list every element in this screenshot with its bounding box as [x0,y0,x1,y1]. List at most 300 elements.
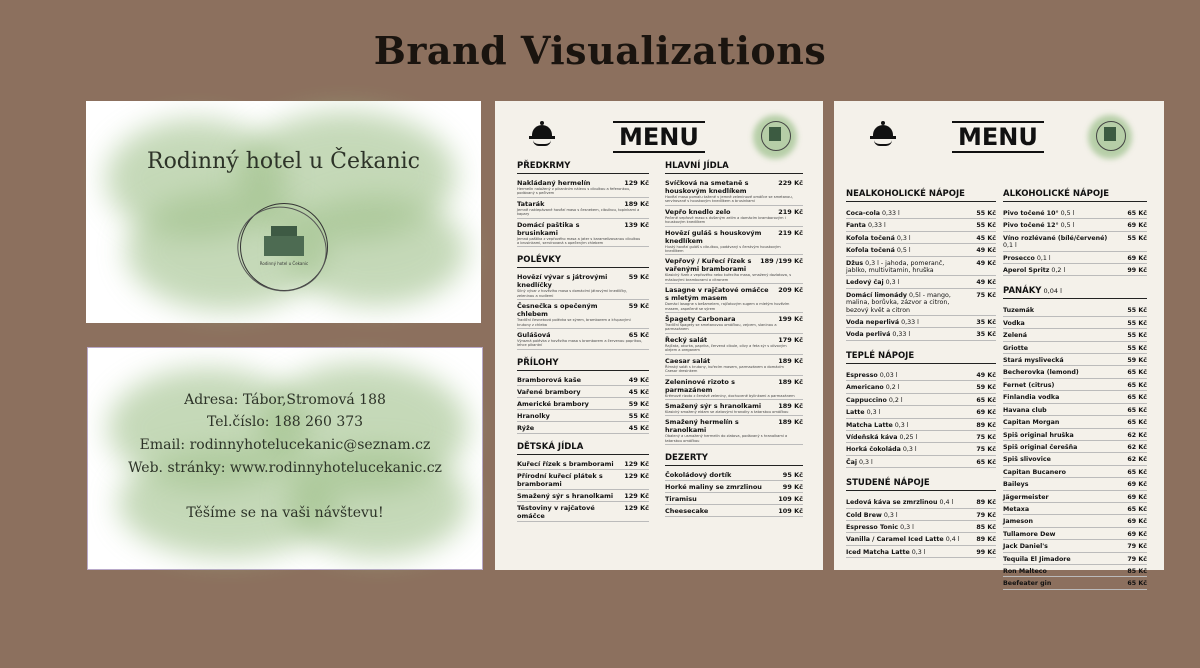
item-price: 189 /199 Kč [760,257,803,266]
drink-price: 55 Kč [1127,319,1147,327]
drinks-menu [834,101,1164,588]
item-name: Cheesecake [665,507,709,516]
drink-name [846,279,996,286]
item-name: Těstoviny v rajčatové omáčce [517,503,595,520]
drink-name-text: Kofola točená [846,234,895,242]
drink-item [846,434,996,443]
menu-item [665,257,803,284]
drink-qty: 0,3 l [881,511,898,519]
item-name: Caesar salát [665,356,711,365]
drink-price: 79 Kč [976,511,996,519]
drink-name-text: Čaj [846,458,858,466]
item-price: 179 Kč [778,335,803,344]
menu-item [517,302,649,329]
drink-item [1003,506,1147,515]
address-text: Adresa: Tábor,Stromová 188 [184,392,386,408]
drink-item [846,459,996,468]
drink-price: 62 Kč [1127,456,1147,464]
item-description: Tradiční česneková polévka se sýrem, bramborem a křupavými krutony z chleba [517,318,631,327]
item-description: Klasický smažený eidam se zlatavými hranolky a tatarskou omáčkou [665,409,789,414]
item-description: Klasický řízek z vepřového nebo kuřecího masa, smažený dozlatova, s máslovými bramborami a citronem [665,273,792,282]
drink-name [1003,543,1147,550]
drink-name [846,434,996,441]
drink-item [1003,307,1147,316]
drink-qty: 0,5 l [894,247,911,255]
drink-item [846,210,996,219]
item-name: Lasagne v rajčatové omáčce s mletým masem [665,286,769,303]
drink-price: 55 Kč [976,210,996,217]
item-description: Hustý hovězí guláš s cibulkou, podávaný s čerstvým houskovým knedlíkem [665,244,781,254]
drink-item [1003,556,1147,565]
drink-name [846,235,996,242]
item-price: 189 Kč [624,199,649,208]
drink-name [846,247,996,254]
menu-item [517,472,649,490]
drink-name [846,384,996,391]
item-name: Horké maliny se zmrzlinou [665,483,762,492]
drink-name [846,512,996,519]
drink-qty: 0,3 l [894,234,911,242]
food-menu-right-column [665,153,803,519]
drink-name-text: Voda neperlivá [846,319,900,327]
drink-item [1003,580,1147,589]
drink-item [1003,394,1147,403]
drink-name [1003,444,1147,451]
item-description: Jemná paštika z vepřového masa a jater s karamelizovanou cibulkou a brusinkami, servírovaná s opečeným chlebem [517,236,641,246]
item-price: 189 Kč [778,418,803,427]
item-price: 59 Kč [628,302,649,311]
drink-item [1003,222,1147,231]
drink-price: 69 Kč [1127,493,1147,501]
menu-header: MENU [613,121,705,153]
drink-qty: 0,33 l [865,222,886,230]
item-description: Pečené vepřové maso s dušeným zelím a domácím bramborovým i houskovým knedlíkem [665,215,786,225]
drink-item [846,524,996,533]
drink-name [846,459,996,466]
menu-item [665,402,803,416]
drink-price: 45 Kč [976,234,996,242]
drink-name [846,422,996,429]
website-text: Web. stránky: www.rodinnyhotelucekanic.cz [128,460,442,476]
drink-item [1003,255,1147,264]
drink-qty: 0,5l - mango, malina, borůvka, zázvor a citron, bezový květ a citron [846,291,951,314]
drink-name [1003,580,1147,587]
drink-name-text: Vídeňská káva [846,433,898,441]
section-title [1003,189,1147,202]
drink-price: 69 Kč [1127,254,1147,262]
drink-item [1003,568,1147,577]
drink-name-text: Griotte [1003,344,1029,352]
drink-qty: 0,2 l [886,396,903,404]
item-name: Smažený sýr s hranolkami [665,401,762,410]
drink-name [1003,407,1147,414]
drink-qty: 0,3 l [909,548,926,556]
drink-name-text: Iced Matcha Latte [846,548,910,556]
drink-name [846,446,996,453]
drink-name-text: Domácí limonády [846,291,907,299]
item-price: 229 Kč [778,179,803,187]
drink-price: 55 Kč [1127,307,1147,315]
drink-qty: 0,3 l [864,409,881,417]
drink-item [1003,407,1147,416]
drink-name [846,292,996,314]
drink-name-text: Ledová káva se zmrzlinou [846,499,938,507]
drink-name [1003,357,1147,364]
drink-item [1003,210,1147,219]
drink-item [1003,469,1147,478]
drink-name [846,409,996,416]
menu-item [517,460,649,470]
drink-price: 85 Kč [1127,567,1147,575]
hotel-logo [240,203,328,291]
drink-name [846,536,996,543]
drink-name-text: Latte [846,409,865,417]
item-name: Hovězí guláš s houskovým knedlíkem [665,228,762,245]
item-price: 209 Kč [778,286,803,295]
menu-item [665,495,803,505]
item-price: 129 Kč [624,459,649,468]
item-description: Domácí lasagne s bešamelem, rajčatovým sugem a mletým hovězím masem, zapečené se sýrem [665,302,790,311]
food-menu-left-column [517,153,649,524]
drink-price: 35 Kč [976,331,996,339]
menu-item [517,400,649,410]
item-price: 199 Kč [778,315,803,324]
drink-item [1003,456,1147,465]
menu-item [517,179,649,198]
drink-item [846,409,996,418]
drink-item [1003,444,1147,453]
drink-item [1003,494,1147,503]
drink-name-text: Espresso [846,371,878,379]
drink-name [1003,494,1147,501]
drink-name-text: Matcha Latte [846,421,893,429]
drink-name [1003,307,1147,314]
drink-name [846,319,996,326]
drink-item [1003,419,1147,428]
drink-name [1003,568,1147,575]
item-name: Řecký salát [665,335,708,344]
item-price: 129 Kč [624,471,649,480]
drink-item [846,260,996,277]
drink-name-text: Aperol Spritz [1003,267,1050,275]
drink-price: 79 Kč [1127,543,1147,551]
drink-qty: 0,3 l [900,446,917,454]
item-name: Americké brambory [517,399,589,408]
menu-item [665,336,803,355]
item-price: 65 Kč [628,331,649,340]
drink-price: 65 Kč [1127,369,1147,377]
drink-item [846,549,996,558]
item-name: Rýže [517,423,535,432]
item-name: Smažený hermelín s hranolkami [665,418,739,435]
drink-qty: 0,3 l [898,523,914,531]
menu-item [517,331,649,350]
section-title [1003,286,1147,299]
item-name: Hovězí vývar s játrovými knedlíčky [517,273,608,290]
item-name: Vepřový / Kuřecí řízek s vařenými bramborami [665,257,752,274]
item-name: Hranolky [517,411,550,420]
drink-name [1003,469,1147,476]
section-title [846,189,996,202]
item-price: 95 Kč [782,471,803,480]
drink-price: 65 Kč [1127,505,1147,513]
drink-name [1003,332,1147,339]
drink-price: 89 Kč [976,421,996,429]
drink-price: 59 Kč [976,384,996,392]
closing-text: Těšíme se na vaši návštevu! [186,505,384,521]
drink-name [846,260,996,275]
drink-name-text: Zelená [1003,332,1027,340]
drink-name-text: Havana club [1003,406,1047,414]
section-title: DEZERTY [665,453,803,466]
menu-item [665,179,803,206]
drink-price: 49 Kč [976,247,996,255]
item-description: Hovězí maso pomalu tažené v jemné zeleninové omáčce se smetanou, servírované s houskovým knedlíkem a brusinkami [665,195,793,204]
drink-item [846,446,996,455]
item-name: Vařené brambory [517,387,581,396]
item-name: Vepřo knedlo zelo [665,207,731,216]
drink-price: 65 Kč [1127,419,1147,427]
drink-price: 89 Kč [976,499,996,507]
drink-name-text: Ledový čaj [846,279,884,287]
drink-name-text: Ron Malteco [1003,567,1047,575]
item-price: 219 Kč [778,228,803,237]
drink-name-text: Americano [846,384,884,392]
drink-name-text: Spiš slivovice [1003,456,1051,464]
drink-name [1003,255,1147,262]
drink-name [1003,369,1147,376]
section-title: DĚTSKÁ JÍDLA [517,442,649,455]
drink-name [1003,531,1147,538]
item-price: 99 Kč [782,483,803,492]
section-title: PŘEDKRMY [517,161,649,174]
section-qty: 0,04 l [1041,287,1062,296]
drink-name [846,397,996,404]
logo-text: Rodinný hotel u Čekanic [259,261,309,266]
phone-text: Tel.číslo: 188 260 373 [206,414,364,430]
drink-name-text: Espresso Tonic [846,523,899,531]
drink-item [1003,345,1147,354]
drink-name [846,499,996,506]
drink-name [1003,235,1147,250]
item-price: 45 Kč [628,387,649,396]
drink-price: 65 Kč [1127,406,1147,414]
drink-name [1003,481,1147,488]
section-title-text: PANÁKY [1003,286,1042,297]
drink-name [1003,210,1147,217]
item-price: 129 Kč [624,503,649,512]
drink-qty: 0,4 l [943,536,960,544]
item-name: Česnečka s opečeným chlebem [517,302,598,319]
drink-name-text: Metaxa [1003,505,1030,513]
section-title-text: STUDENÉ NÁPOJE [846,478,930,489]
drink-price: 69 Kč [1127,530,1147,538]
section-title: POLÉVKY [517,255,649,268]
drink-name-text: Voda perlivá [846,331,891,339]
item-name: Svíčková na smetaně s houskovým knedlíkem [665,179,749,195]
drink-price: 65 Kč [1127,394,1147,402]
item-price: 139 Kč [624,220,649,229]
menu-item [517,221,649,248]
drink-price: 55 Kč [976,222,996,230]
drink-name [1003,556,1147,563]
drink-name [1003,419,1147,426]
drink-item [1003,369,1147,378]
menu-item [665,378,803,400]
item-price: 55 Kč [628,411,649,420]
drink-price: 69 Kč [976,409,996,417]
drink-item [846,235,996,244]
section-title-text: ALKOHOLICKÉ NÁPOJE [1003,189,1110,199]
drink-price: 65 Kč [1127,580,1147,588]
page-title: Brand Visualizations [373,28,827,73]
drink-qty: 0,3 l [857,458,873,466]
drink-name [1003,432,1147,439]
drink-name [846,372,996,379]
item-description: Výrazná polévka z hovězího masa s bramborem a červenou paprikou, lehce pikantní [517,339,643,348]
drink-qty: 0,33 l [880,210,900,217]
section-title [846,351,996,364]
drink-price: 65 Kč [976,396,996,404]
item-price: 45 Kč [628,423,649,432]
drink-price: 75 Kč [976,446,996,454]
drink-qty: 0,1 l [1034,254,1051,262]
drink-name-text: Finlandia vodka [1003,394,1060,402]
drink-price: 65 Kč [1127,381,1147,389]
drink-price: 65 Kč [1127,210,1147,217]
menu-item [665,357,803,376]
menu-item [665,286,803,313]
menu-item [517,412,649,422]
drink-name-text: Tequila El Jimadore [1003,555,1071,563]
drink-price: 62 Kč [1127,431,1147,439]
drink-name-text: Capitan Bucanero [1003,468,1066,476]
hotel-logo-icon [1088,115,1132,159]
drink-price: 55 Kč [1127,332,1147,340]
item-description: Rajčata, okurka, paprika, červená cibule, olivy a feta sýr s olivovým olejem a oreganem [665,343,787,353]
drinks-menu-left-column [846,179,996,561]
drink-item [846,384,996,393]
drink-name-text: Cappuccino [846,396,887,404]
drink-qty: 0,03 l [877,371,898,379]
drink-item [846,279,996,288]
drink-qty: 0,2 l [883,384,900,392]
item-price: 189 Kč [778,356,803,365]
drink-item [1003,481,1147,490]
item-name: Zeleninové rizoto s parmazánem [665,377,736,394]
drink-qty: 0,3 l [892,421,909,429]
item-price: 129 Kč [624,179,649,187]
drink-name [1003,267,1147,274]
drink-name-text: Jack Daniel's [1003,543,1048,551]
item-price: 219 Kč [778,207,803,216]
drink-price: 69 Kč [1127,222,1147,230]
cloche-icon [870,121,896,143]
drink-item [846,331,996,340]
drink-item [846,499,996,508]
drink-item [846,422,996,431]
drink-name-text: Cold Brew [846,511,882,519]
item-description: Obalený a usmažený hermelín do zlatova, podávaný s hranolkami a tatarskou omáčkou [665,434,788,443]
menu-item [517,200,649,219]
drink-price: 69 Kč [1127,518,1147,526]
item-price: 109 Kč [778,495,803,504]
menu-item [517,504,649,522]
item-price: 189 Kč [778,401,803,410]
menu-item [665,418,803,445]
cloche-icon [529,121,555,143]
drink-price: 65 Kč [976,458,996,466]
menu-item [517,376,649,386]
drink-name-text: Jägermeister [1003,493,1049,501]
drink-name [1003,456,1147,463]
drink-item [1003,320,1147,329]
drink-name-text: Fanta [846,222,866,230]
drink-price: 75 Kč [976,291,996,299]
drink-qty: 0,5 l [1058,210,1075,217]
section-title-text: NEALKOHOLICKÉ NÁPOJE [846,189,965,199]
drink-name [1003,382,1147,389]
drink-name-text: Spiš original hruška [1003,431,1074,439]
item-description: Silný vývar z hovězího masa s domácími játrovými knedlíčky, zeleninou a nudlemi [517,289,628,298]
drink-price: 49 Kč [976,279,996,287]
drink-name [846,210,996,217]
menu-item [665,208,803,227]
drink-name [1003,345,1147,352]
drink-qty: 0,1 l [1003,242,1017,250]
drink-name [846,331,996,338]
food-menu [495,101,823,570]
drink-item [1003,332,1147,341]
section-title-text: TEPLÉ NÁPOJE [846,350,915,361]
section-title: PŘÍLOHY [517,358,649,371]
item-name: Nakládaný hermelín [517,179,591,187]
building-icon [271,226,297,256]
drink-price: 79 Kč [1127,555,1147,563]
hotel-name: Rodinný hotel u Čekanic [147,149,420,174]
drink-name-text: Baileys [1003,481,1029,489]
drink-name [1003,394,1147,401]
drink-name [846,222,996,229]
drink-name-text: Vanilla / Caramel Iced Latte [846,536,944,544]
drink-qty: 0,3 l - jahoda, pomeranč, jablko, multivitamin, hruška [846,259,945,275]
drink-price: 89 Kč [976,536,996,544]
drink-name [1003,506,1147,513]
drink-price: 62 Kč [1127,443,1147,451]
item-name: Tatarák [517,199,545,208]
item-description: Římský salát s krutony, kuřecím masem, parmazánem a domácím Caesar dresinkem [665,364,784,374]
item-description: Hermelín naložený v pikantním nálevu s cibulkou a feferonkou, podávaný s pečivem [517,187,631,196]
drink-price: 99 Kč [976,548,996,556]
menu-item [517,388,649,398]
section-title: HLAVNÍ JÍDLA [665,161,803,174]
item-name: Gulášová [517,331,551,340]
drink-name-text: Spiš original čerešňa [1003,443,1078,451]
drink-price: 55 Kč [1127,234,1147,242]
item-price: 109 Kč [778,507,803,516]
drink-item [846,372,996,381]
drink-name-text: Vodka [1003,319,1025,327]
drink-qty: 0,33 l [899,319,919,327]
item-name: Přírodní kuřecí plátek s bramborami [517,471,603,488]
item-price: 59 Kč [628,399,649,408]
drink-name [1003,518,1147,525]
drink-item [1003,518,1147,527]
drink-price: 55 Kč [1127,344,1147,352]
item-name: Bramborová kaše [517,375,581,384]
drink-item [1003,235,1147,252]
drink-name-text: Pivo točené 10° [1003,210,1059,217]
